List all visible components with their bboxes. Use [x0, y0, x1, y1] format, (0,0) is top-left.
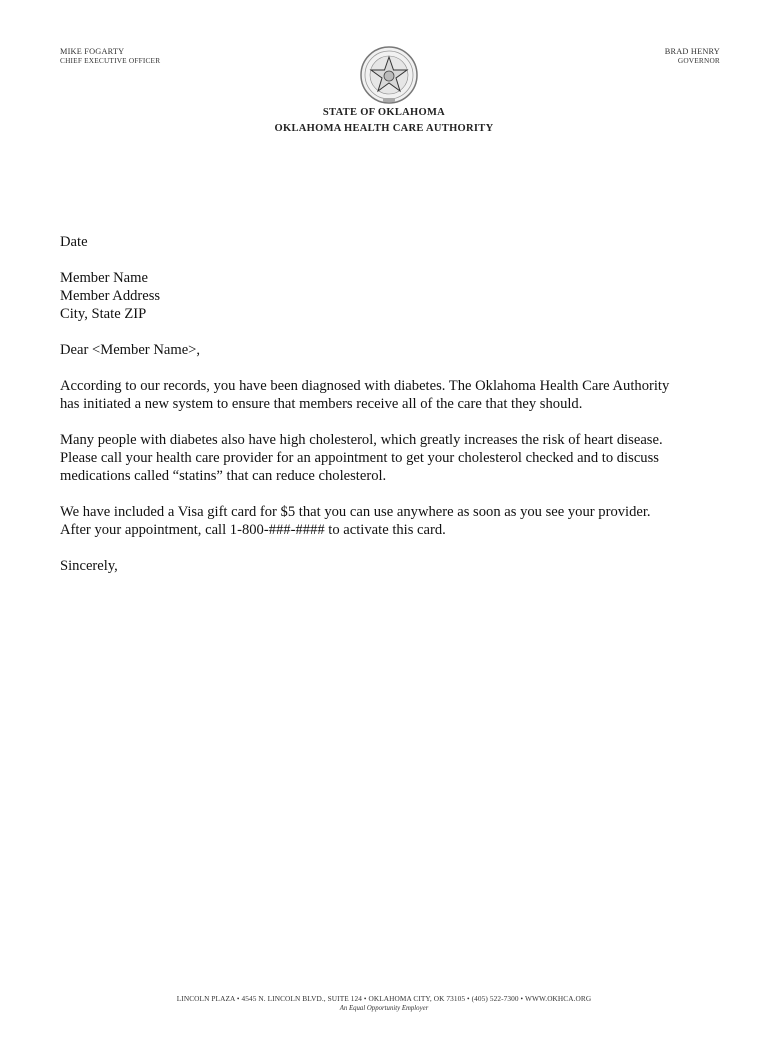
recipient-name: Member Name [60, 270, 148, 286]
recipient-address: Member Address [60, 288, 161, 304]
recipient-city-state-zip: City, State ZIP [60, 306, 147, 322]
ceo-block [60, 47, 160, 65]
agency-name: OKLAHOMA HEALTH CARE AUTHORITY [274, 123, 494, 134]
governor-title: GOVERNOR [677, 56, 720, 65]
governor-block [665, 47, 720, 65]
letter-date: Date [60, 234, 88, 250]
state-seal-icon [356, 45, 422, 105]
letter-body [60, 233, 700, 575]
agency-heading [0, 106, 768, 138]
paragraph-cholesterol: Many people with diabetes also have high cholesterol, which greatly increases the risk of heart disease. Please call your health care provider for an appointment to get your cholesterol checked and to discuss medications called “statins” that can reduce cholesterol. [60, 432, 663, 484]
salutation: Dear <Member Name>, [60, 342, 201, 358]
footer-address: LINCOLN PLAZA • 4545 N. LINCOLN BLVD., SUITE 124 • OKLAHOMA CITY, OK 73105 • (405) 522-7300 • WWW.OKHCA.ORG [176, 994, 592, 1003]
governor-name: BRAD HENRY [664, 47, 720, 56]
paragraph-diagnosis: According to our records, you have been diagnosed with diabetes. The Oklahoma Health Care Authority has initiated a new system to ensure that members receive all of the care that they should. [60, 378, 670, 412]
paragraph-gift-card: We have included a Visa gift card for $5 that you can use anywhere as soon as you see your provider. After your appointment, call 1-800-###-#### to activate this card. [60, 504, 651, 538]
footer-tagline: An Equal Opportunity Employer [339, 1005, 429, 1012]
state-name: STATE OF OKLAHOMA [322, 107, 446, 118]
letter-footer [0, 994, 768, 1013]
ceo-title: CHIEF EXECUTIVE OFFICER [60, 56, 161, 65]
ceo-name: MIKE FOGARTY [60, 47, 125, 56]
closing: Sincerely, [60, 558, 118, 574]
